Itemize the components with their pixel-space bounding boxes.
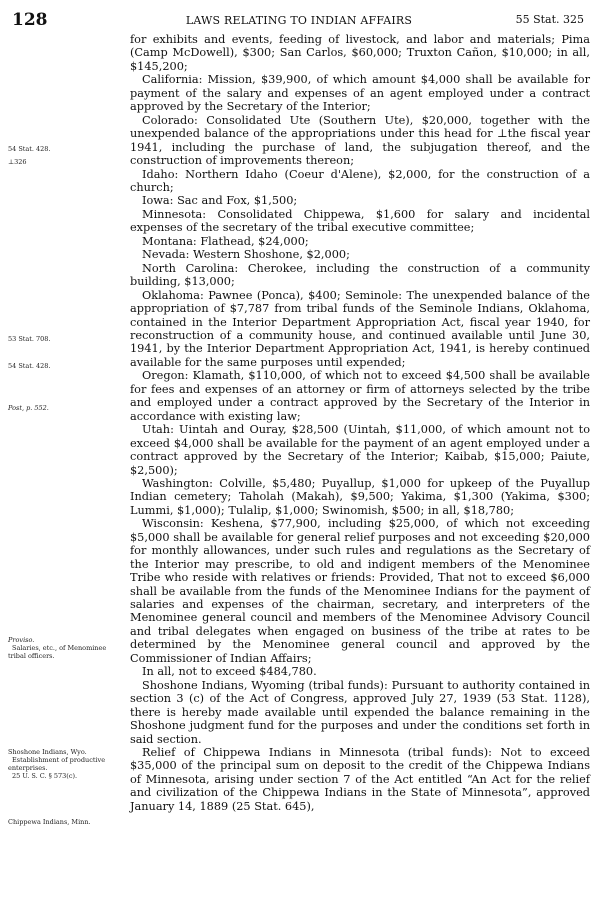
paragraph-colorado: Colorado: Consolidated Ute (Southern Ute), $20,000, together with the unexpended balance of the appropriations under this head for ⊥the fiscal year 1941, including the purchase of land, the subjugation thereof, and the construction of improvements thereon;: [130, 113, 590, 168]
paragraph-nevada: Nevada: Western Shoshone, $2,000;: [142, 248, 350, 262]
margin-note-54-stat-428-second: 54 Stat. 428.: [8, 362, 51, 370]
paragraph-oregon: Oregon: Klamath, $110,000, of which not to exceed $4,500 shall be available for fees and expenses of an attorney or firm of attorneys selected by the tribe and employed under a contract approved by the Secretary of the Interior in accordance with existing law;: [130, 369, 590, 423]
shoshone-citation: 25 U. S. C. § 573(c).: [12, 772, 78, 780]
shoshone-heading: Shoshone Indians, Wyo.: [8, 748, 87, 756]
margin-note-proviso: [8, 636, 120, 660]
paragraph-north-carolina: North Carolina: Cherokee, including the construction of a community building, $13,000;: [130, 261, 590, 289]
paragraph-wisconsin: Wisconsin: Keshena, $77,900, including $25,000, of which not exceeding $5,000 shall be available for general relief purposes and not exceeding $20,000 for monthly allowances, under such rules and regulations as the Secretary of the Interior may prescribe, to old and indigent members of the Menominee Tribe who reside with relatives or friends: Provided, That not to exceed $6,000 shall be available from the funds of the Menominee Indians for the payment of salaries and expenses of the chairman, secretary, and interpreters of the Menominee general council and members of the Menominee Advisory Council and tribal delegates when engaged on business of the tribe at rates to be determined by the Menominee general council and approved by the Commissioner of Indian Affairs;: [130, 517, 590, 665]
proviso-description: Salaries, etc., of Menominee tribal officers.: [8, 644, 107, 660]
paragraph-minnesota: Minnesota: Consolidated Chippewa, $1,600 for salary and incidental expenses of the secretary of the tribal executive committee;: [130, 207, 590, 235]
running-title: LAWS RELATING TO INDIAN AFFAIRS: [185, 14, 413, 27]
statute-citation: 55 Stat. 325: [515, 13, 584, 26]
statute-body: [130, 33, 590, 813]
paragraph-utah: Utah: Uintah and Ouray, $28,500 (Uintah, $11,000, of which amount not to exceed $4,000 shall be available for the payment of an agent employed under a contract approved by the Secretary of the Interior; Kaibab, $15,000; Paiute, $2,500);: [130, 423, 590, 477]
margin-note-chippewa: Chippewa Indians, Minn.: [8, 818, 91, 826]
page-number: 128: [12, 10, 48, 30]
margin-note-post: Post, p. 552.: [8, 404, 49, 412]
paragraph-shoshone: Shoshone Indians, Wyoming (tribal funds): Pursuant to authority contained in section 3 (c) of the Act of Congress, approved July 27, 1939 (53 Stat. 1128), there is hereby made available until expended the balance remaining in the Shoshone judgment fund for the purposes and under the conditions set forth in said section.: [130, 678, 590, 746]
paragraph-oklahoma: Oklahoma: Pawnee (Ponca), $400; Seminole: The unexpended balance of the appropriation of $7,787 from tribal funds of the Seminole Indians, Oklahoma, contained in the Interior Department Appropriation Act, fiscal year 1940, for reconstruction of a community house, and continued available until June 30, 1941, by the Interior Department Appropriation Act, 1941, is hereby continued available for the same purposes until expended;: [130, 288, 590, 369]
proviso-label: Proviso.: [8, 636, 35, 644]
paragraph-california: California: Mission, $39,900, of which amount $4,000 shall be available for payment of the salary and expenses of an agent employed under a contract approved by the Secretary of the Interior;: [130, 73, 590, 114]
paragraph-idaho: Idaho: Northern Idaho (Coeur d'Alene), $2,000, for the construction of a church;: [130, 167, 590, 194]
paragraph-iowa: Iowa: Sac and Fox, $1,500;: [142, 194, 298, 208]
margin-note-54-stat-428: 54 Stat. 428.: [8, 145, 51, 153]
paragraph-chippewa-relief: Relief of Chippewa Indians in Minnesota (tribal funds): Not to exceed $35,000 of the principal sum on deposit to the credit of the Chippewa Indians of Minnesota, arising under section 7 of the Act entitled “An Act for the relief and civilization of the Chippewa Indians in the State of Minnesota”, approved January 14, 1889 (25 Stat. 645),: [130, 746, 590, 813]
paragraph-washington: Washington: Colville, $5,480; Puyallup, $1,000 for upkeep of the Puyallup Indian cemetery; Taholah (Makah), $9,500; Yakima, $1,300 (Yakima, $300; Lummi, $1,000); Tulalip, $1,000; Swinomish, $500; in all, $18,780;: [130, 476, 590, 517]
paragraph-montana: Montana: Flathead, $24,000;: [142, 234, 309, 248]
margin-note-shoshone: [8, 748, 120, 780]
margin-note-53-stat-708: 53 Stat. 708.: [8, 335, 51, 343]
paragraph-total: In all, not to exceed $484,780.: [142, 665, 317, 679]
paragraph-arizona-continued: for exhibits and events, feeding of livestock, and labor and materials; Pima (Camp McDowell), $300; San Carlos, $60,000; Truxton Cañon, $10,000; in all, $145,200;: [130, 33, 590, 73]
shoshone-description: Establishment of productive enterprises.: [8, 756, 106, 772]
page-header: [10, 10, 588, 30]
margin-note-page-break: ⊥326: [8, 158, 27, 166]
